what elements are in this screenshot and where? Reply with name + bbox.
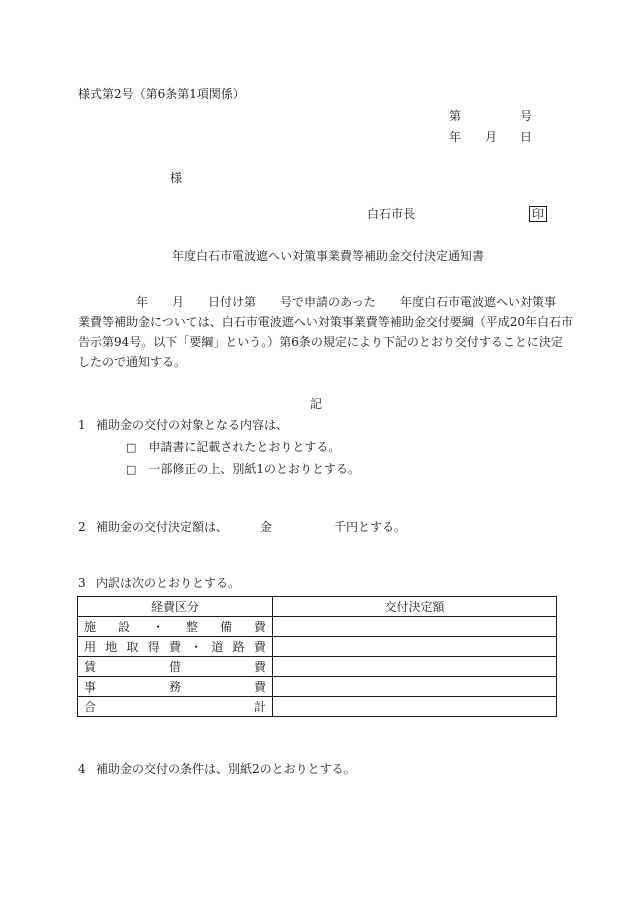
seal-mark: 印: [529, 206, 547, 222]
header-expense-category: 経費区分: [78, 597, 273, 617]
amount-cell: [273, 677, 557, 697]
number-suffix: 号: [520, 109, 533, 123]
item1-option-1: □ 申請書に記載されたとおりとする。: [126, 440, 341, 454]
item1-option-2: □ 一部修正の上、別紙1のとおりとする。: [126, 462, 361, 476]
body-line-1: 年 月 日付け第 号で申請のあった 年度白石市電波遮へい対策事: [136, 295, 556, 309]
item1-number: 1: [78, 418, 86, 432]
form-header: 様式第2号（第6条第1項関係）: [78, 87, 245, 101]
breakdown-table: [77, 596, 557, 717]
amount-cell: [273, 617, 557, 637]
addressee-suffix: 様: [170, 171, 183, 185]
table-row: [78, 677, 557, 697]
table-header-row: [78, 597, 557, 617]
body-line-3: 告示第94号。以下「要綱」という。）第6条の規定により下記のとおり交付することに決定: [78, 335, 563, 349]
item2-text: 補助金の交付決定額は、: [96, 520, 229, 534]
checkbox-icon: □: [126, 441, 137, 454]
row-label-land-road: 用 地 取 得 費 ・ 道 路 費: [84, 640, 266, 654]
table-row: [78, 637, 557, 657]
table-row: [78, 657, 557, 677]
table-row: [78, 697, 557, 717]
row-label-office: 事 務 費: [84, 680, 266, 694]
date-year: 年: [449, 130, 462, 144]
item4-text: 補助金の交付の条件は、別紙2のとおりとする。: [96, 762, 356, 776]
ki-heading: 記: [310, 397, 323, 411]
row-label-facility: 施 設 ・ 整 備 費: [84, 620, 266, 634]
document-title: 年度白石市電波遮へい対策事業費等補助金交付決定通知書: [172, 249, 485, 263]
amount-cell: [273, 637, 557, 657]
body-line-4: したので通知する。: [78, 355, 187, 369]
date-day: 日: [520, 130, 533, 144]
row-label-rent: 賃 借 費: [84, 660, 266, 674]
item3-text: 内訳は次のとおりとする。: [96, 576, 241, 590]
item3-number: 3: [78, 576, 86, 590]
item2-unit: 千円とする。: [334, 520, 407, 534]
item1-text: 補助金の交付の対象となる内容は、: [96, 418, 289, 432]
number-prefix: 第: [449, 109, 462, 123]
date-month: 月: [485, 130, 498, 144]
row-label-total: 合 計: [84, 700, 266, 714]
header-decided-amount: 交付決定額: [273, 597, 557, 617]
body-paragraph: [78, 292, 574, 372]
item2-number: 2: [78, 520, 86, 534]
body-line-2: 業費等補助金については、白石市電波遮へい対策事業費等補助金交付要綱（平成20年白石市: [78, 315, 574, 329]
item4-number: 4: [78, 762, 86, 776]
amount-cell: [273, 657, 557, 677]
checkbox-icon: □: [126, 463, 137, 476]
amount-cell: [273, 697, 557, 717]
item2-kin: 金: [260, 520, 273, 534]
table-row: [78, 617, 557, 637]
issuer: 白石市長: [367, 207, 416, 221]
